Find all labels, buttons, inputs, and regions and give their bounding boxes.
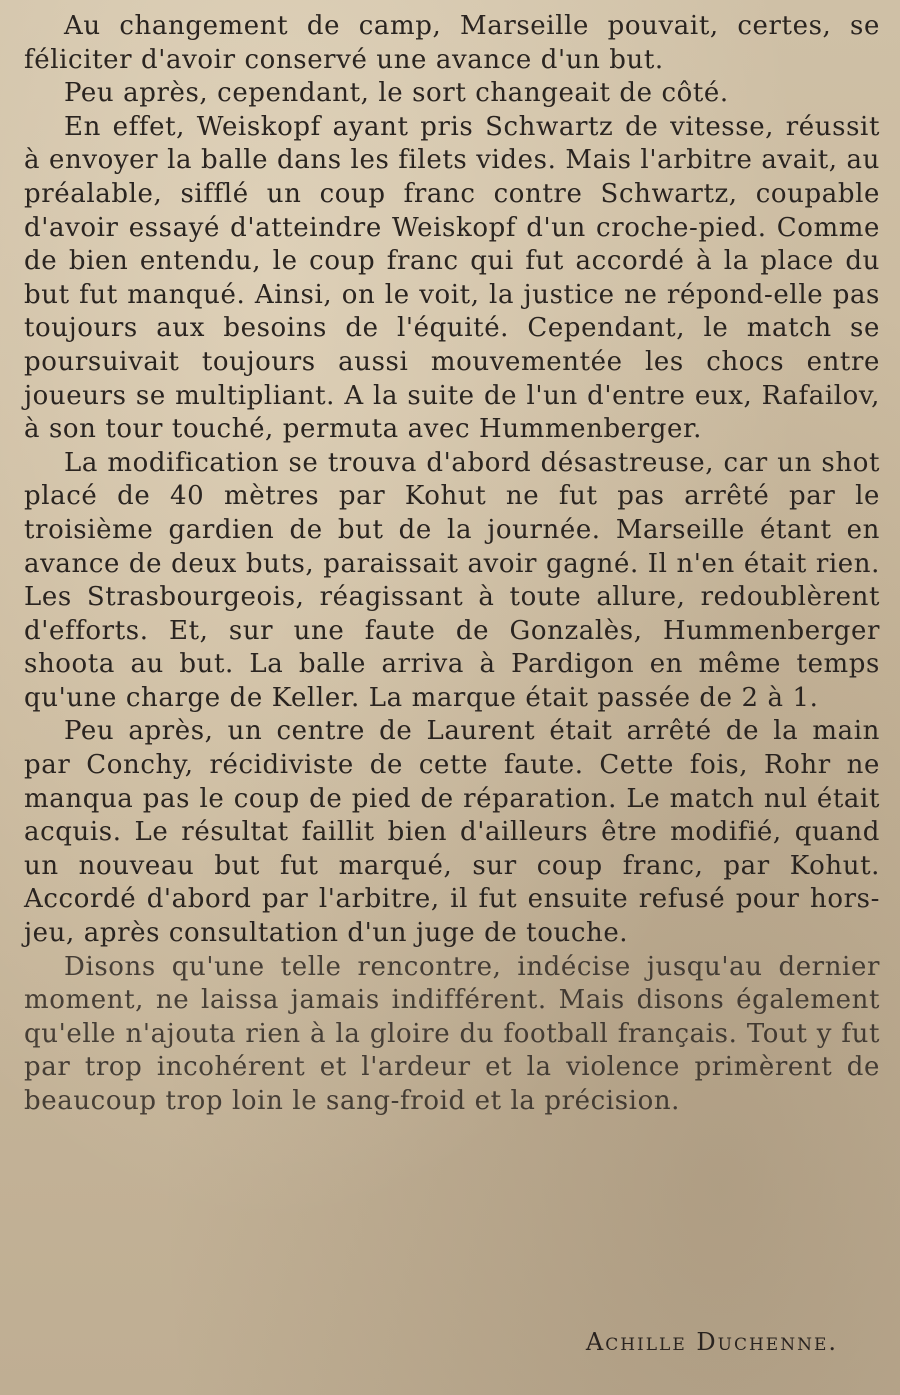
article-body — [24, 10, 880, 1119]
paragraph-4: La modification se trouva d'abord désastreuse, car un shot placé de 40 mètres par Kohut ne fut pas arrêté par le troisième gardien de but de la journée. Marseille étant en avance de deux buts, paraissait avoir gagné. Il n'en était rien. Les Strasbourgeois, réagissant à toute allure, redoublèrent d'efforts. Et, sur une faute de Gonzalès, Hummenberger shoota au but. La balle arriva à Pardigon en même temps qu'une charge de Keller. La marque était passée de 2 à 1. — [24, 447, 880, 713]
author-signature: Achille Duchenne. — [585, 1328, 838, 1356]
paragraph-1: Au changement de camp, Marseille pouvait, certes, se féliciter d'avoir conservé une avance d'un but. — [24, 11, 880, 75]
paragraph-5: Peu après, un centre de Laurent était arrêté de la main par Conchy, récidiviste de cette faute. Cette fois, Rohr ne manqua pas le coup de pied de réparation. Le match nul était acquis. Le résultat faillit bien d'ailleurs être modifié, quand un nouveau but fut marqué, sur coup franc, par Kohut. Accordé d'abord par l'arbitre, il fut ensuite refusé pour hors-jeu, après consultation d'un juge de touche. — [24, 716, 880, 949]
paragraph-2: Peu après, cependant, le sort changeait de côté. — [64, 78, 729, 109]
paragraph-6: Disons qu'une telle rencontre, indécise jusqu'au dernier moment, ne laissa jamais indifférent. Mais disons également qu'elle n'ajouta rien à la gloire du football français. Tout y fut par trop incohérent et l'ardeur et la violence primèrent de beaucoup trop loin le sang-froid et la précision. — [24, 951, 880, 1116]
paragraph-3: En effet, Weiskopf ayant pris Schwartz de vitesse, réussit à envoyer la balle dans les filets vides. Mais l'arbitre avait, au préalable, sifflé un coup franc contre Schwartz, coupable d'avoir essayé d'atteindre Weiskopf d'un croche-pied. Comme de bien entendu, le coup franc qui fut accordé à la place du but fut manqué. Ainsi, on le voit, la justice ne répond-elle pas toujours aux besoins de l'équité. Cependant, le match se poursuivait toujours aussi mouvementée les chocs entre joueurs se multipliant. A la suite de l'un d'entre eux, Rafailov, à son tour touché, permuta avec Hummenberger. — [24, 111, 880, 445]
